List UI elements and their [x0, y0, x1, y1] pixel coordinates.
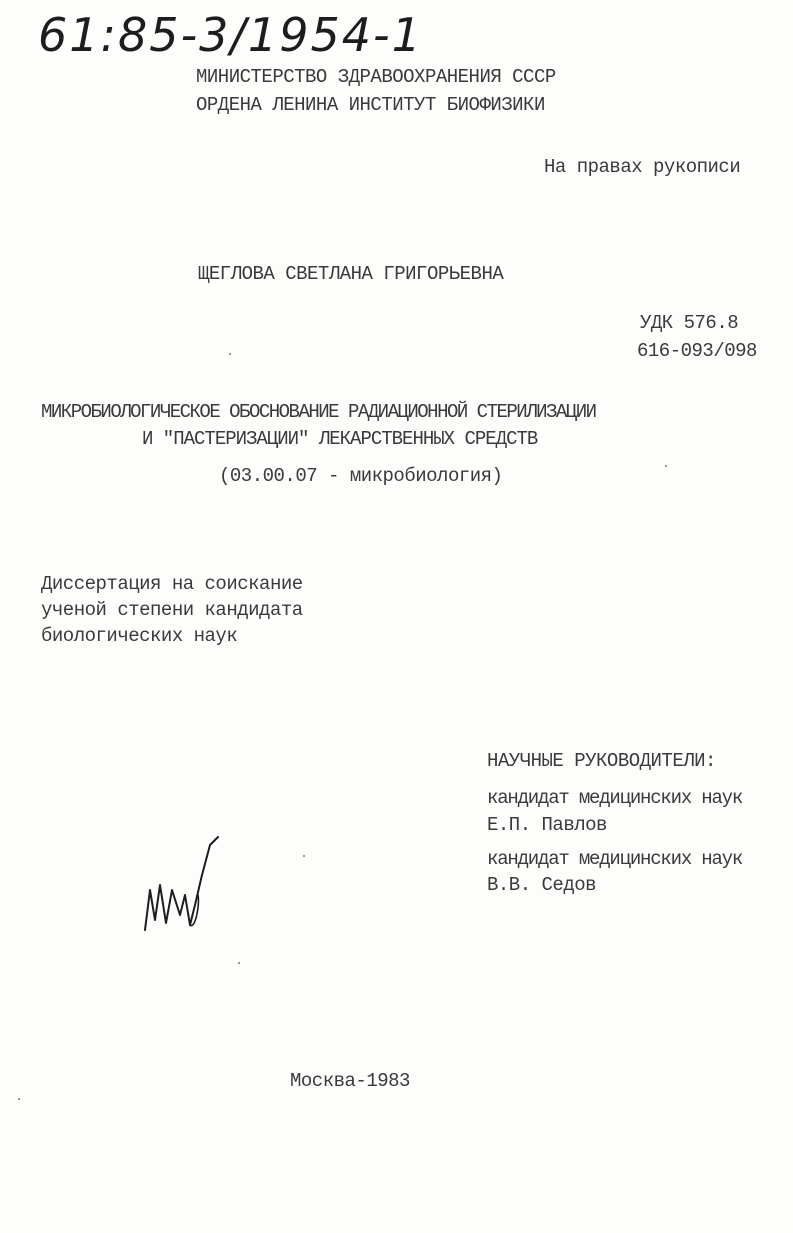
scan-speck — [665, 465, 667, 467]
handwritten-signature — [140, 835, 230, 935]
dissertation-line-1: Диссертация на соискание — [41, 573, 303, 595]
manuscript-rights: На правах рукописи — [544, 156, 741, 178]
supervisors-heading: НАУЧНЫЕ РУКОВОДИТЕЛИ: — [487, 750, 716, 772]
supervisor-2-name: В.В. Седов — [487, 874, 597, 896]
supervisor-1-degree: кандидат медицинских наук — [487, 787, 743, 809]
supervisor-1-name: Е.П. Павлов — [487, 814, 607, 836]
city-year: Москва-1983 — [290, 1070, 410, 1092]
thesis-title-line-2: И "ПАСТЕРИЗАЦИИ" ЛЕКАРСТВЕННЫХ СРЕДСТВ — [142, 428, 538, 450]
scan-speck — [303, 855, 305, 857]
thesis-title-line-1: МИКРОБИОЛОГИЧЕСКОЕ ОБОСНОВАНИЕ РАДИАЦИОННОЙ СТЕРИЛИЗАЦИИ — [41, 401, 596, 423]
author-name: ЩЕГЛОВА СВЕТЛАНА ГРИГОРЬЕВНА — [198, 263, 504, 285]
dissertation-line-2: ученой степени кандидата — [41, 599, 303, 621]
scan-speck — [229, 353, 231, 355]
udc-subcode: 616-093/098 — [637, 340, 757, 362]
supervisor-2-degree: кандидат медицинских наук — [487, 848, 743, 870]
scan-speck — [18, 1098, 20, 1100]
ministry-name: МИНИСТЕРСТВО ЗДРАВООХРАНЕНИЯ СССР — [196, 66, 556, 88]
institute-name: ОРДЕНА ЛЕНИНА ИНСТИТУТ БИОФИЗИКИ — [196, 94, 545, 116]
scan-speck — [238, 962, 240, 964]
specialty-code: (03.00.07 - микробиология) — [219, 465, 503, 487]
udc-code: УДК 576.8 — [640, 312, 739, 334]
dissertation-line-3: биологических наук — [41, 625, 238, 647]
archive-number: 61:85-3/1954-1 — [38, 8, 423, 62]
